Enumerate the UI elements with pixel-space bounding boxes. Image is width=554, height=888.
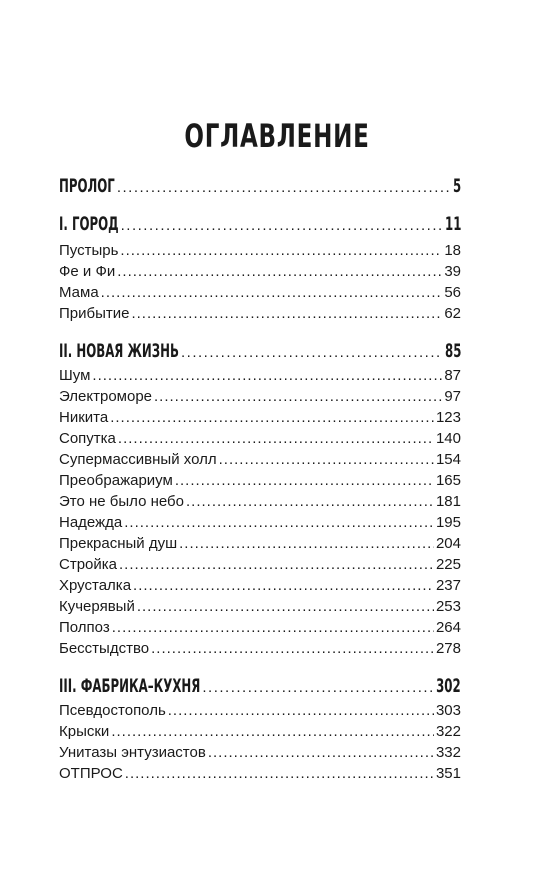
toc-page-number: 56 xyxy=(444,284,461,301)
dot-leader xyxy=(154,387,442,407)
toc-chapter xyxy=(59,387,461,407)
toc-chapter xyxy=(59,576,461,596)
toc-page-number: 322 xyxy=(435,723,461,740)
toc-page-number: 5 xyxy=(452,175,461,197)
toc-chapter xyxy=(59,743,461,763)
toc-part-label: II. НОВАЯ ЖИЗНЬ xyxy=(59,340,179,362)
dot-leader xyxy=(186,492,434,512)
toc-page-number: 62 xyxy=(444,305,461,322)
toc-chapter-label: Мама xyxy=(59,284,99,301)
toc-page-number: 332 xyxy=(435,744,461,761)
toc-chapter-label: Никита xyxy=(59,409,109,426)
toc-chapter-label: Супермассивный холл xyxy=(59,451,217,468)
toc-chapter-label: Прекрасный душ xyxy=(59,535,178,552)
dot-leader xyxy=(151,639,434,659)
toc-chapter-label: Крыски xyxy=(59,723,110,740)
toc-chapter xyxy=(59,722,461,742)
toc-part-label: I. ГОРОД xyxy=(59,213,119,235)
dot-leader xyxy=(119,555,434,575)
toc-chapter-label: Надежда xyxy=(59,514,123,531)
dot-leader xyxy=(175,471,434,491)
toc-chapter xyxy=(59,429,461,449)
toc-chapter xyxy=(59,618,461,638)
toc-chapter-label: Сопутка xyxy=(59,430,116,447)
toc-chapter-label: Псевдостополь xyxy=(59,702,166,719)
toc-page-number: 39 xyxy=(444,263,461,280)
toc-chapter-label: Унитазы энтузиастов xyxy=(59,744,206,761)
toc-part-label: ПРОЛОГ xyxy=(59,175,115,197)
toc-page-number: 154 xyxy=(435,451,461,468)
toc-chapter-label: Бесстыдство xyxy=(59,640,150,657)
toc-chapter xyxy=(59,450,461,470)
toc-page-number: 140 xyxy=(435,430,461,447)
toc-chapter-label: Преображариум xyxy=(59,472,173,489)
toc-chapter-label: Полпоз xyxy=(59,619,110,636)
toc-page-number: 225 xyxy=(435,556,461,573)
toc-chapter-label: Кучерявый xyxy=(59,598,135,615)
dot-leader xyxy=(101,283,443,303)
toc-page-number: 237 xyxy=(435,577,461,594)
toc-part-2 xyxy=(59,339,461,365)
dot-leader xyxy=(124,513,434,533)
toc-chapter xyxy=(59,701,461,721)
toc-page-number: 204 xyxy=(435,535,461,552)
toc-chapter-label: Это не было небо xyxy=(59,493,184,510)
toc-page-number: 278 xyxy=(435,640,461,657)
dot-leader xyxy=(120,241,442,261)
dot-leader xyxy=(181,341,443,365)
toc-chapter-label: Стройка xyxy=(59,556,118,573)
dot-leader xyxy=(117,262,442,282)
dot-leader xyxy=(117,176,451,200)
toc-page-number: 85 xyxy=(444,340,461,362)
dot-leader xyxy=(118,429,434,449)
toc-part-label: III. ФАБРИКА–КУХНЯ xyxy=(59,675,201,697)
toc-chapter xyxy=(59,283,461,303)
toc-chapter-label: Хрусталка xyxy=(59,577,132,594)
toc-chapter-label: Прибытие xyxy=(59,305,130,322)
dot-leader xyxy=(125,764,434,784)
toc-chapter xyxy=(59,639,461,659)
toc-chapter xyxy=(59,304,461,324)
toc-page-number: 302 xyxy=(436,675,461,697)
toc-page-number: 18 xyxy=(444,242,461,259)
dot-leader xyxy=(208,743,434,763)
toc-part-1 xyxy=(59,212,461,238)
toc-page-number: 11 xyxy=(444,213,461,235)
toc-page-number: 351 xyxy=(435,765,461,782)
toc-chapter xyxy=(59,764,461,784)
toc-chapter xyxy=(59,262,461,282)
toc-chapter xyxy=(59,408,461,428)
toc-chapter xyxy=(59,492,461,512)
dot-leader xyxy=(179,534,434,554)
toc-chapter-label: Пустырь xyxy=(59,242,119,259)
toc-page-number: 87 xyxy=(444,367,461,384)
toc-page-number: 264 xyxy=(435,619,461,636)
dot-leader xyxy=(112,618,434,638)
toc-chapter xyxy=(59,534,461,554)
toc-chapter xyxy=(59,555,461,575)
dot-leader xyxy=(202,676,434,700)
dot-leader xyxy=(133,576,434,596)
page-title: ОГЛАВЛЕНИЕ xyxy=(184,117,370,155)
toc-page-number: 97 xyxy=(444,388,461,405)
toc-page-number: 165 xyxy=(435,472,461,489)
dot-leader xyxy=(111,722,434,742)
toc-chapter xyxy=(59,597,461,617)
toc-part-3 xyxy=(59,674,461,700)
dot-leader xyxy=(121,214,443,238)
toc-chapter-label: ОТПРОС xyxy=(59,765,123,782)
toc-page-number: 195 xyxy=(435,514,461,531)
toc-page-number: 181 xyxy=(435,493,461,510)
toc-chapter xyxy=(59,471,461,491)
toc-page-number: 123 xyxy=(435,409,461,426)
toc-chapter-label: Шум xyxy=(59,367,91,384)
dot-leader xyxy=(92,366,442,386)
toc-chapter-label: Электроморе xyxy=(59,388,153,405)
toc-chapter xyxy=(59,366,461,386)
toc-chapter-label: Фе и Фи xyxy=(59,263,116,280)
toc-page-number: 303 xyxy=(435,702,461,719)
dot-leader xyxy=(168,701,434,721)
toc-page-number: 253 xyxy=(435,598,461,615)
dot-leader xyxy=(110,408,434,428)
toc-part-prologue xyxy=(59,174,461,200)
toc-chapter xyxy=(59,513,461,533)
dot-leader xyxy=(137,597,434,617)
dot-leader xyxy=(131,304,442,324)
toc-chapter xyxy=(59,241,461,261)
dot-leader xyxy=(219,450,434,470)
